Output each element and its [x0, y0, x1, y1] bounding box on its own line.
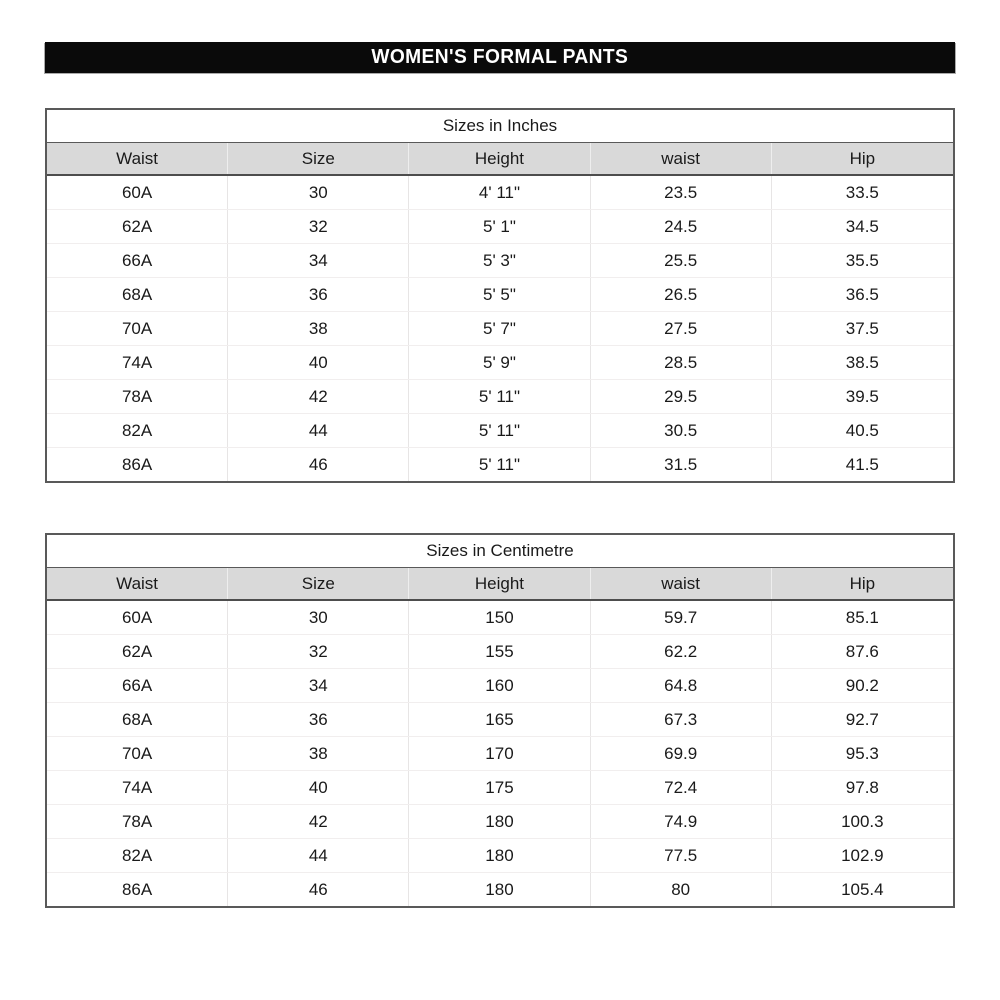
table-cell: 5' 9" — [409, 346, 590, 379]
table-row — [47, 346, 953, 380]
table-cell: 46 — [228, 873, 409, 906]
table-cell: 87.6 — [845, 642, 879, 661]
table-cell: 30 — [228, 176, 409, 209]
table-cell: 42 — [228, 805, 409, 838]
table-cell: 24.5 — [591, 210, 772, 243]
table-cell: 5' 3" — [409, 244, 590, 277]
table-cell: 30.5 — [591, 414, 772, 447]
table-cell: 155 — [409, 635, 590, 668]
column-header: Size — [228, 143, 409, 174]
column-header: Hip — [849, 149, 876, 168]
table-cell: 86A — [47, 873, 228, 906]
column-header: Waist — [47, 143, 228, 174]
table-cell: 105.4 — [841, 880, 884, 899]
table-cell: 5' 1" — [409, 210, 590, 243]
table-cell: 78A — [47, 805, 228, 838]
table-cell: 68A — [47, 278, 228, 311]
table-row — [47, 244, 953, 278]
table-sizes-in-inches — [45, 108, 955, 483]
table-cell: 36 — [228, 703, 409, 736]
table-cell: 40 — [228, 771, 409, 804]
table-row — [47, 771, 953, 805]
table-cell: 5' 5" — [409, 278, 590, 311]
table-cell: 38 — [228, 737, 409, 770]
table-header-row — [47, 143, 953, 176]
table-row — [47, 414, 953, 448]
table-cell: 102.9 — [841, 846, 884, 865]
table-cell: 34 — [228, 244, 409, 277]
table-cell: 62A — [47, 635, 228, 668]
table-cell: 38.5 — [845, 353, 879, 372]
table-cell: 27.5 — [591, 312, 772, 345]
table-cell: 85.1 — [845, 608, 879, 627]
table-cell: 180 — [409, 839, 590, 872]
table-cell: 29.5 — [591, 380, 772, 413]
table-cell: 97.8 — [845, 778, 879, 797]
table-cell: 78A — [47, 380, 228, 413]
table-cell: 23.5 — [591, 176, 772, 209]
table-row — [47, 278, 953, 312]
table-cell: 175 — [409, 771, 590, 804]
table-cell: 5' 7" — [409, 312, 590, 345]
table-cell: 72.4 — [591, 771, 772, 804]
table-cell: 60A — [47, 601, 228, 634]
table-cell: 74.9 — [591, 805, 772, 838]
table-cell: 70A — [47, 312, 228, 345]
table-row — [47, 312, 953, 346]
table-row — [47, 873, 953, 906]
table-cell: 5' 11" — [409, 380, 590, 413]
table-row — [47, 380, 953, 414]
table-header-row — [47, 568, 953, 601]
table-cell: 28.5 — [591, 346, 772, 379]
table-row — [47, 805, 953, 839]
table-cell: 67.3 — [591, 703, 772, 736]
table-cell: 70A — [47, 737, 228, 770]
table-row — [47, 703, 953, 737]
table-cell: 35.5 — [845, 251, 879, 270]
table-row — [47, 669, 953, 703]
table-cell: 32 — [228, 635, 409, 668]
column-header: waist — [591, 143, 772, 174]
table-cell: 40.5 — [845, 421, 879, 440]
table-cell: 40 — [228, 346, 409, 379]
table-cell: 68A — [47, 703, 228, 736]
column-header: Waist — [47, 568, 228, 599]
table-row — [47, 601, 953, 635]
table-cell: 39.5 — [845, 387, 879, 406]
table-cell: 31.5 — [591, 448, 772, 481]
table-row — [47, 839, 953, 873]
table-cell: 4' 11" — [409, 176, 590, 209]
table-cell: 62.2 — [591, 635, 772, 668]
table-row — [47, 210, 953, 244]
column-header: Hip — [849, 574, 876, 593]
table-cell: 82A — [47, 414, 228, 447]
column-header: waist — [591, 568, 772, 599]
table-cell: 32 — [228, 210, 409, 243]
column-header: Height — [409, 568, 590, 599]
table-cell: 34.5 — [845, 217, 879, 236]
table-cell: 5' 11" — [409, 448, 590, 481]
table-row — [47, 635, 953, 669]
table-sizes-in-centimetre — [45, 533, 955, 908]
table-cell: 165 — [409, 703, 590, 736]
table-row — [47, 176, 953, 210]
table-cell: 33.5 — [845, 183, 879, 202]
table-cell: 180 — [409, 873, 590, 906]
table-row — [47, 737, 953, 771]
table-cell: 66A — [47, 669, 228, 702]
table-cell: 34 — [228, 669, 409, 702]
table-cell: 38 — [228, 312, 409, 345]
table-cell: 90.2 — [845, 676, 879, 695]
table-cell: 44 — [228, 414, 409, 447]
table-cell: 62A — [47, 210, 228, 243]
table-cell: 44 — [228, 839, 409, 872]
table-cell: 74A — [47, 771, 228, 804]
table-cell: 100.3 — [841, 812, 884, 831]
table-cell: 80 — [591, 873, 772, 906]
table-cell: 82A — [47, 839, 228, 872]
table-cell: 59.7 — [591, 601, 772, 634]
table-cell: 170 — [409, 737, 590, 770]
table-cell: 36 — [228, 278, 409, 311]
table-body — [47, 601, 953, 906]
column-header: Size — [228, 568, 409, 599]
table-cell: 5' 11" — [409, 414, 590, 447]
table-body — [47, 176, 953, 481]
table-cell: 77.5 — [591, 839, 772, 872]
table-cell: 64.8 — [591, 669, 772, 702]
column-header: Height — [409, 143, 590, 174]
table-cell: 95.3 — [845, 744, 879, 763]
table-cell: 46 — [228, 448, 409, 481]
table-cell: 160 — [409, 669, 590, 702]
table-cell: 180 — [409, 805, 590, 838]
table-cell: 60A — [47, 176, 228, 209]
page-title: WOMEN'S FORMAL PANTS — [371, 46, 629, 68]
table-row — [47, 448, 953, 481]
table-cell: 74A — [47, 346, 228, 379]
table-cell: 26.5 — [591, 278, 772, 311]
table-title: Sizes in Centimetre — [47, 535, 953, 568]
table-title: Sizes in Inches — [47, 110, 953, 143]
table-cell: 36.5 — [845, 285, 879, 304]
table-cell: 150 — [409, 601, 590, 634]
table-cell: 92.7 — [845, 710, 879, 729]
title-banner — [45, 42, 955, 73]
table-cell: 41.5 — [845, 455, 879, 474]
table-cell: 86A — [47, 448, 228, 481]
table-cell: 66A — [47, 244, 228, 277]
table-cell: 42 — [228, 380, 409, 413]
table-cell: 25.5 — [591, 244, 772, 277]
table-cell: 30 — [228, 601, 409, 634]
table-cell: 37.5 — [845, 319, 879, 338]
table-cell: 69.9 — [591, 737, 772, 770]
